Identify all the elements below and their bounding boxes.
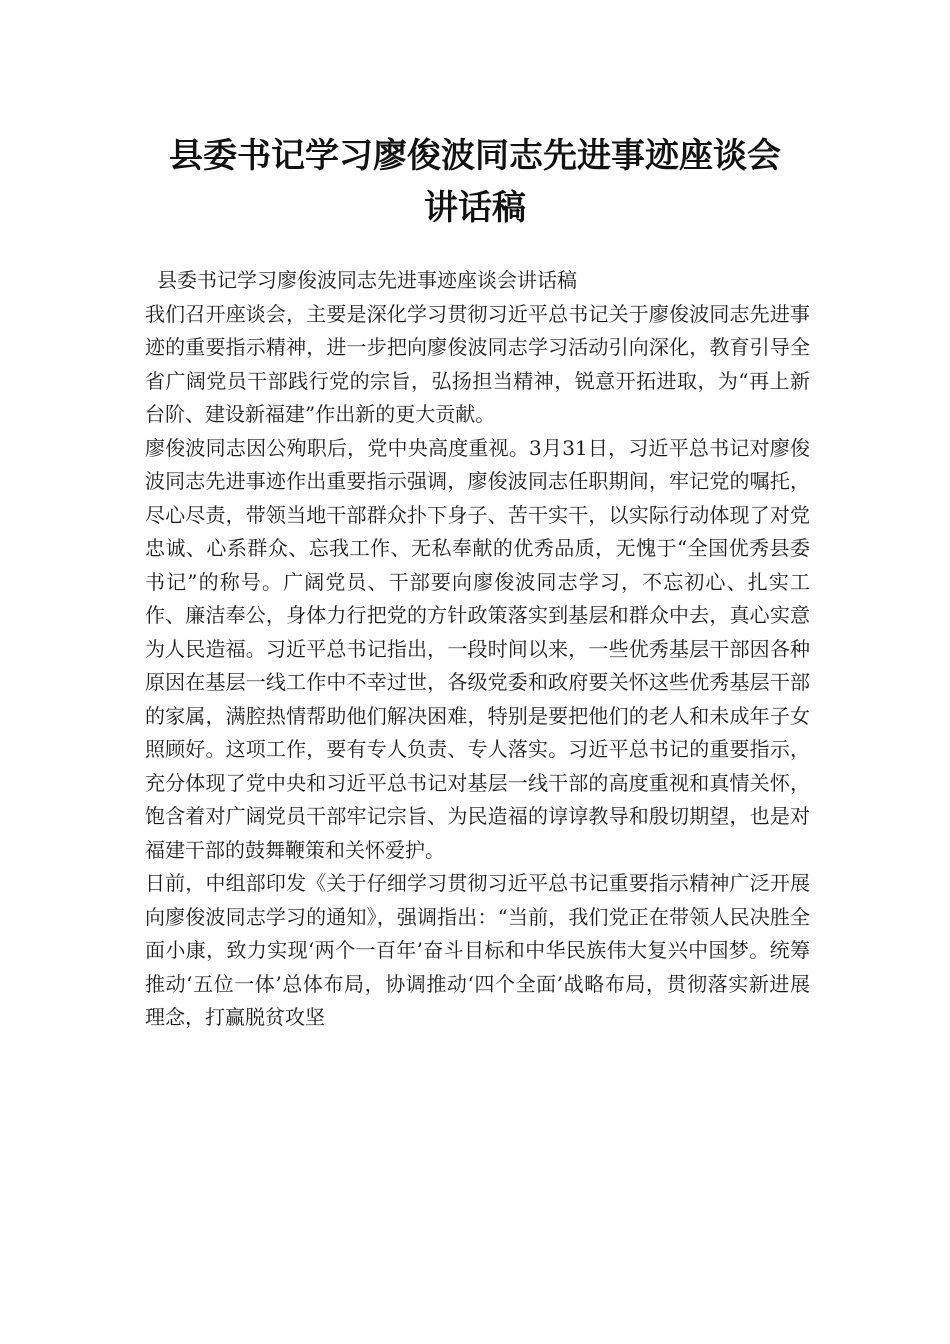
document-title <box>100 130 850 234</box>
document-body <box>145 264 810 1035</box>
paragraph-2: 廖俊波同志因公殉职后，党中央高度重视。3月31日，习近平总书记对廖俊波同志先进事迹作出重要指示强调，廖俊波同志任职期间，牢记党的嘱托，尽心尽责，带领当地干部群众扑下身子、苦干实干，以实际行动体现了对党忠诚、心系群众、忘我工作、无私奉献的优秀品质，无愧于“全国优秀县委书记”的称号。广阔党员、干部要向廖俊波同志学习，不忘初心、扎实工作、廉洁奉公，身体力行把党的方针政策落实到基层和群众中去，真心实意为人民造福。习近平总书记指出，一段时间以来，一些优秀基层干部因各种原因在基层一线工作中不幸过世，各级党委和政府要关怀这些优秀基层干部的家属，满腔热情帮助他们解决困难，特别是要把他们的老人和未成年子女照顾好。这项工作，要有专人负责、专人落实。习近平总书记的重要指示，充分体现了党中央和习近平总书记对基层一线干部的高度重视和真情关怀，饱含着对广阔党员干部牢记宗旨、为民造福的谆谆教导和殷切期望，也是对福建干部的鼓舞鞭策和关怀爱护。 <box>145 435 810 862</box>
paragraph-3: 日前，中组部印发《关于仔细学习贯彻习近平总书记重要指示精神广泛开展向廖俊波同志学习的通知》，强调指出：“当前，我们党正在带领人民决胜全面小康，致力实现‘两个一百年’奋斗目标和中华民族伟大复兴中国梦。统筹推动‘五位一体’总体布局，协调推动‘四个全面’战略布局，贯彻落实新进展理念，打赢脱贫攻坚 <box>145 871 810 1029</box>
title-line-1: 县委书记学习廖俊波同志先进事迹座谈会 <box>169 136 781 176</box>
title-line-2: 讲话稿 <box>424 188 526 228</box>
document-subtitle: 县委书记学习廖俊波同志先进事迹座谈会讲话稿 <box>157 268 577 292</box>
paragraph-1: 我们召开座谈会，主要是深化学习贯彻习近平总书记关于廖俊波同志先进事迹的重要指示精神，进一步把向廖俊波同志学习活动引向深化，教育引导全省广阔党员干部践行党的宗旨，弘扬担当精神，锐意开拓进取，为“再上新台阶、建设新福建”作出新的更大贡献。 <box>145 301 810 426</box>
